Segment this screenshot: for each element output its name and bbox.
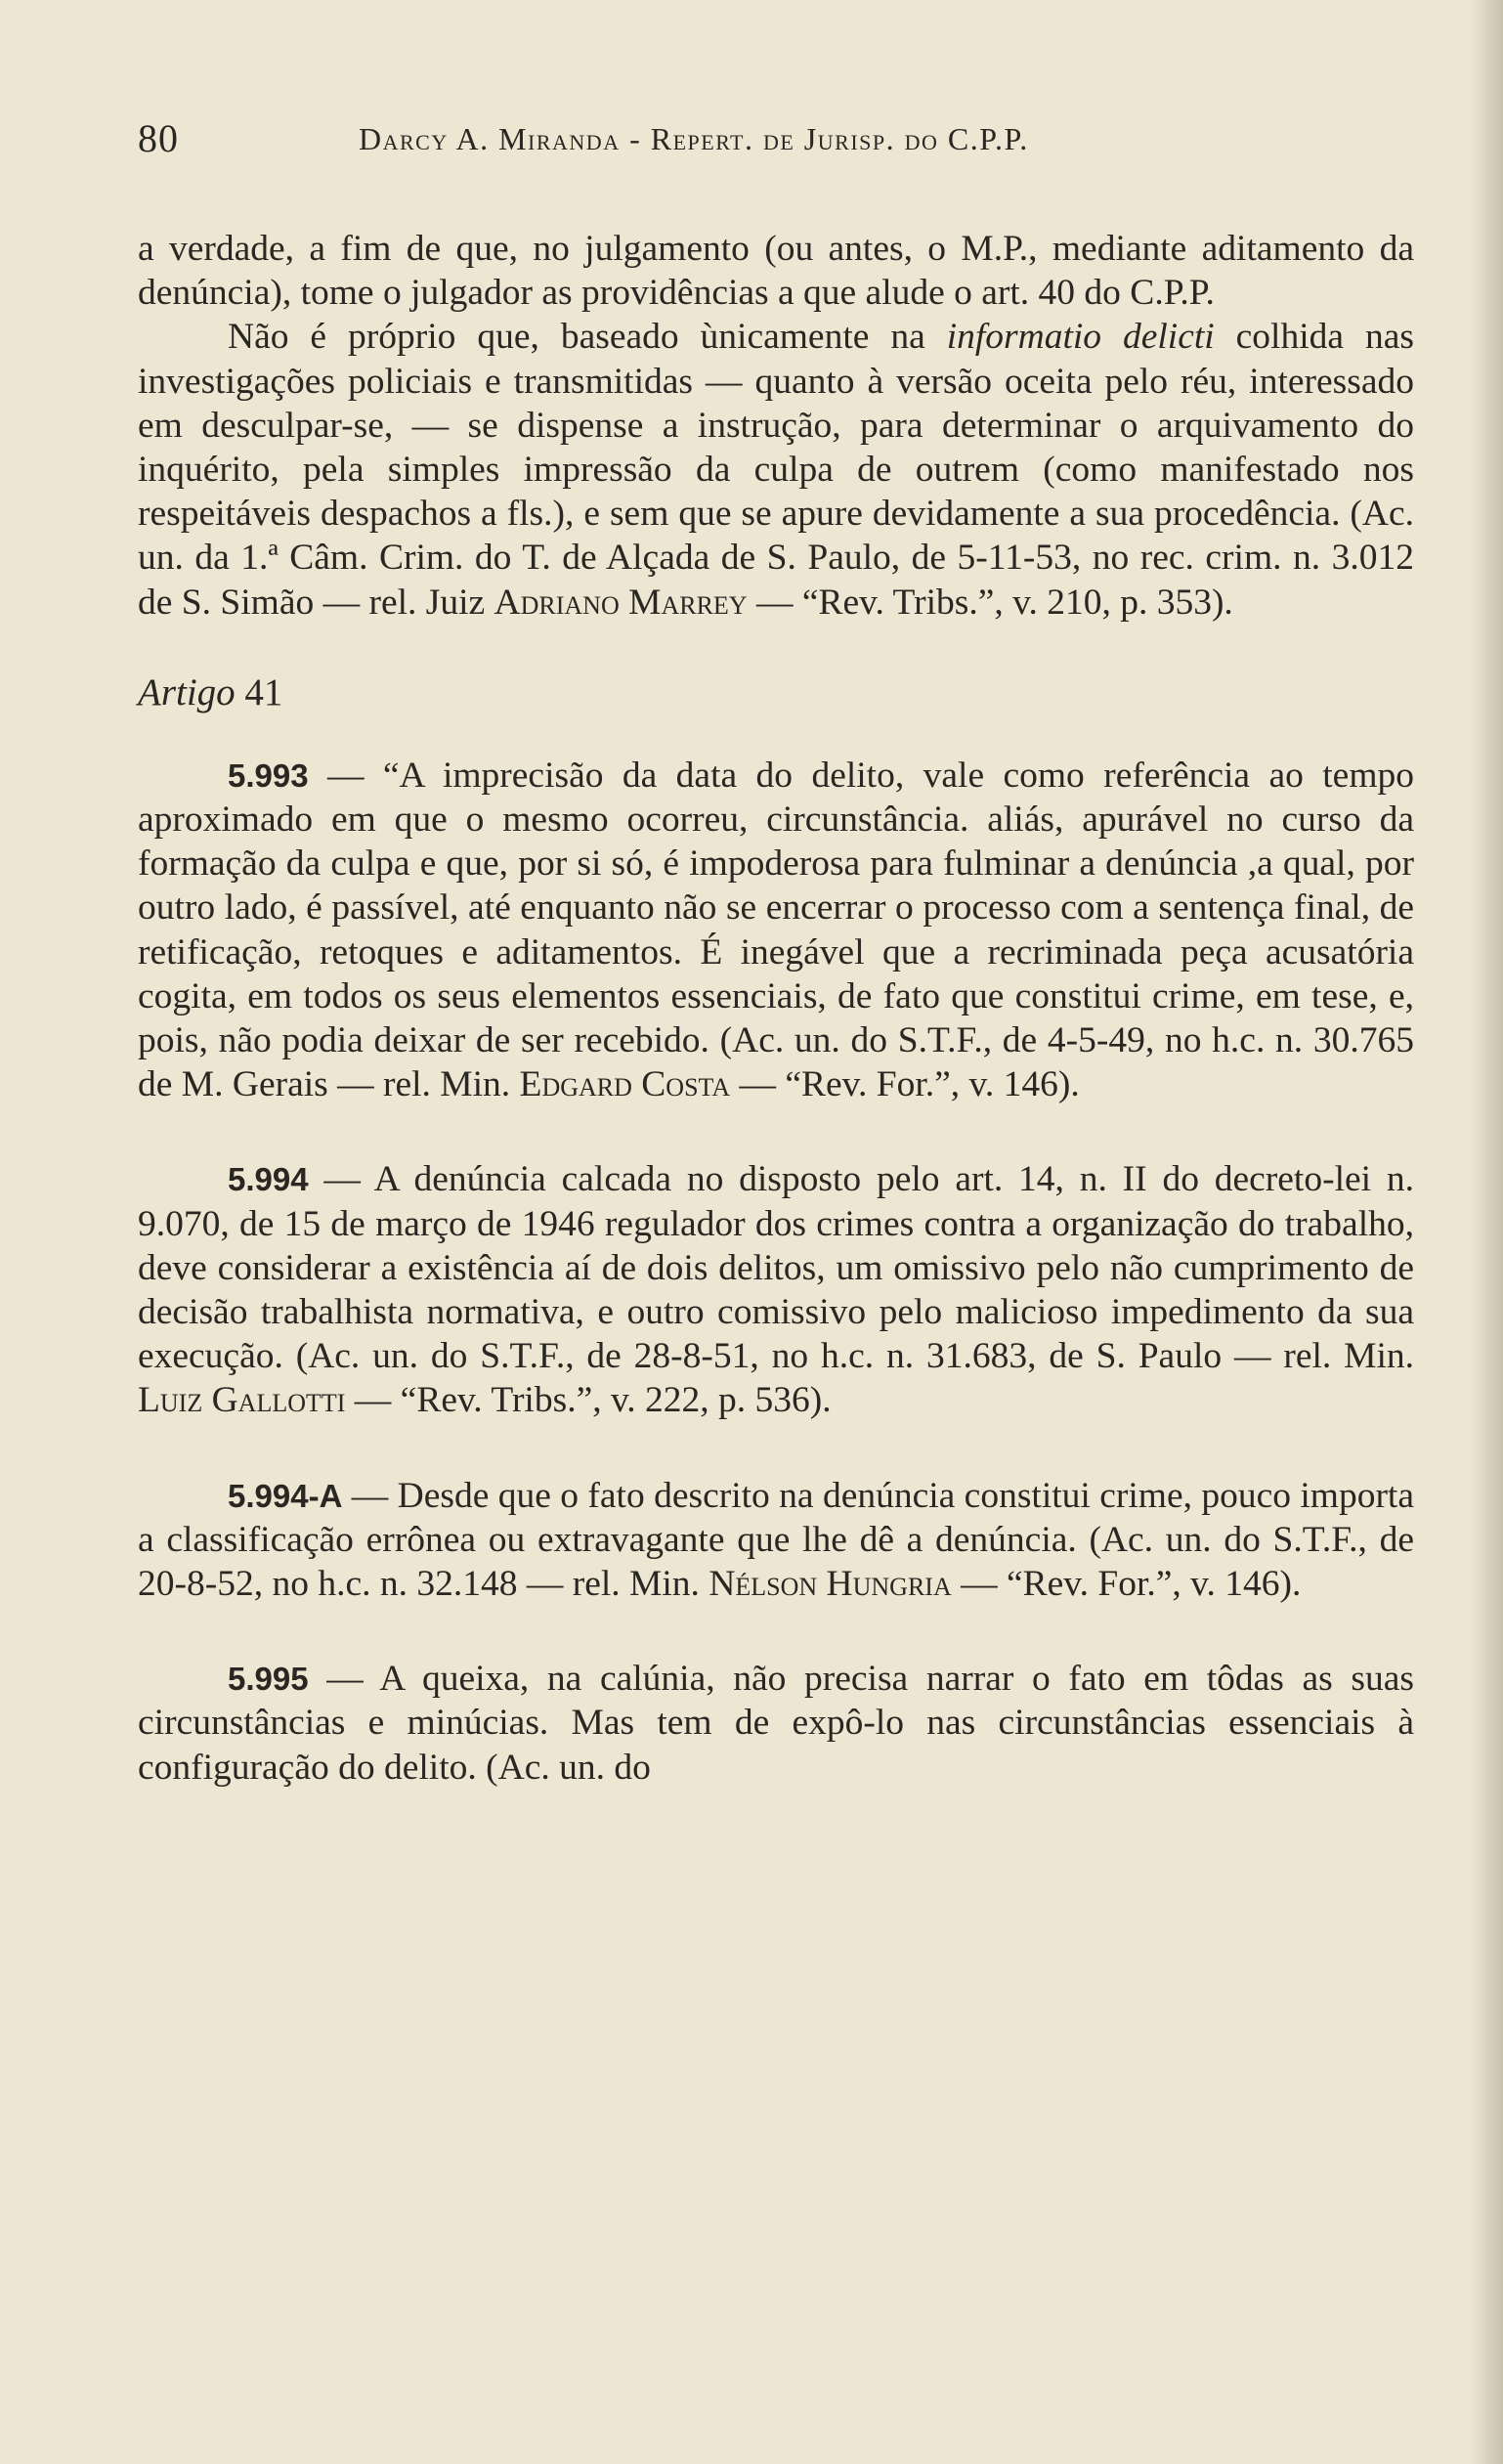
entry-number: 5.995: [228, 1661, 309, 1698]
article-number: 41: [244, 670, 283, 713]
continuation-paragraph: [138, 227, 1414, 315]
entry-citation-end: — “Rev. For.”, v. 146).: [951, 1564, 1302, 1605]
entry-text: — “A imprecisão da data do delito, vale como referência ao tempo aproximado em que o mesmo ocorreu, circunstância. aliás, apurável no curso da formação da culpa e que, por si só, é impoderosa para fulminar a denúncia ,a qual, por outro lado, é passível, até enquanto não se encerrar o processo com a sentença final, de retificação, retoques e aditamentos. É inegável que a recriminada peça acusatória cogita, em todos os seus elementos essenciais, de fato que constitui crime, em tese, e, pois, não podia deixar de ser recebido. (Ac. un. do S.T.F., de 4-5-49, no h.c. n. 30.765 de M. Gerais — rel. Min.: [138, 755, 1414, 1105]
judge-name: Nélson Hungria: [709, 1564, 952, 1605]
entry-5994: [138, 1157, 1414, 1422]
para2-citation-end: — “Rev. Tribs.”, v. 210, p. 353).: [747, 582, 1233, 623]
para2-text-after: colhida nas investigações policiais e transmitidas — quanto à versão oceita pelo réu, interessado em desculpar-se, — se dispense a instrução, para determinar o arquivamento do inquérito, pela simples impressão da culpa de outrem (como manifestado nos respeitáveis despachos a fls.), e sem que se apure devidamente a sua procedência. (Ac. un. da 1.ª Câm. Crim. do T. de Alçada de S. Paulo, de 5-11-53, no rec. crim. n. 3.012 de S. Simão — rel. Juiz: [138, 317, 1414, 623]
entry-number: 5.993: [228, 756, 309, 794]
page-header: [138, 115, 1408, 174]
article-heading: [138, 670, 1414, 716]
page-body: [138, 227, 1414, 1790]
continuation-paragraph-2: [138, 315, 1414, 624]
latin-term: informatio delicti: [946, 317, 1215, 358]
entry-5993: [138, 754, 1414, 1107]
entry-text: — Desde que o fato descrito na denúncia constitui crime, pouco importa a classificação errônea ou extravagante que lhe dê a denúncia. (Ac. un. do S.T.F., de 20-8-52, no h.c. n. 32.148 — rel. Min.: [138, 1475, 1414, 1605]
continuation-text: a verdade, a fim de que, no julgamento (ou antes, o M.P., mediante aditamento da denúncia), tome o julgador as providências a que alude o art. 40 do C.P.P.: [138, 229, 1414, 314]
running-head: Darcy A. Miranda - Repert. de Jurisp. do C.P.P.: [359, 121, 1029, 156]
entry-number: 5.994-A: [228, 1477, 343, 1514]
entry-number: 5.994: [228, 1161, 309, 1198]
page-number: 80: [138, 116, 179, 160]
entry-5995: [138, 1657, 1414, 1790]
entry-citation-end: — “Rev. Tribs.”, v. 222, p. 536).: [345, 1380, 832, 1421]
entry-text: — A queixa, na calúnia, não precisa narrar o fato em tôdas as suas circunstâncias e minúcias. Mas tem de expô-lo nas circunstâncias essenciais à configuração do delito. (Ac. un. do: [138, 1659, 1414, 1788]
judge-name: Luiz Gallotti: [138, 1380, 346, 1421]
entry-text: — A denúncia calcada no disposto pelo art. 14, n. II do decreto-lei n. 9.070, de 15 de março de 1946 regulador dos crimes contra a organização do trabalho, deve considerar a existência aí de dois delitos, um omissivo pelo não cumprimento de decisão trabalhista normativa, e outro comissivo pelo malicioso impedimento da sua execução. (Ac. un. do S.T.F., de 28-8-51, no h.c. n. 31.683, de S. Paulo — rel. Min.: [138, 1159, 1414, 1377]
article-label: Artigo: [138, 670, 236, 713]
page-edge-shadow: [1470, 0, 1503, 2464]
para2-text-before: Não é próprio que, baseado ùnicamente na: [228, 317, 947, 358]
judge-name: Edgard Costa: [519, 1064, 731, 1105]
judge-name: Adriano Marrey: [494, 582, 748, 623]
entry-5994a: [138, 1474, 1414, 1607]
entry-citation-end: — “Rev. For.”, v. 146).: [730, 1064, 1080, 1105]
